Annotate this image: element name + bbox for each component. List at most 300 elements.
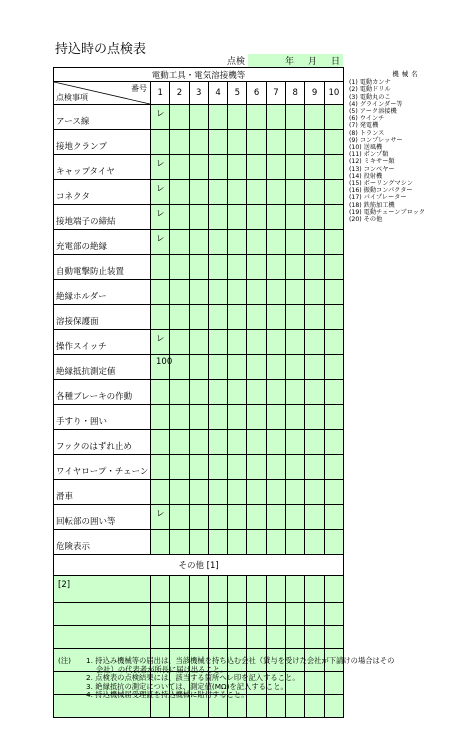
check-cell[interactable] — [170, 626, 189, 649]
column-number: 5 — [228, 82, 247, 105]
check-cell[interactable] — [286, 155, 305, 180]
check-cell[interactable] — [170, 380, 189, 405]
machine-list-item: (9) コンプレッサー — [349, 136, 403, 144]
inspection-item-label: 操作スイッチ — [54, 330, 151, 355]
check-cell[interactable]: レ — [151, 330, 170, 355]
check-cell[interactable] — [247, 505, 266, 530]
table-row — [54, 455, 344, 480]
check-cell[interactable] — [305, 230, 324, 255]
machine-list-item: (10) 送風機 — [349, 144, 383, 152]
table-row — [54, 205, 344, 230]
check-cell[interactable] — [189, 155, 208, 180]
inspection-item-label: アース線 — [54, 105, 151, 130]
check-cell[interactable] — [247, 130, 266, 155]
check-cell[interactable] — [286, 480, 305, 505]
check-cell[interactable] — [286, 230, 305, 255]
check-cell[interactable] — [151, 626, 170, 649]
check-cell[interactable] — [208, 505, 227, 530]
check-cell[interactable] — [170, 530, 189, 555]
day-label: 日 — [330, 57, 340, 67]
inspection-item-label: 充電部の絶縁 — [54, 230, 151, 255]
machine-list-item: (2) 電動ドリル — [349, 86, 391, 94]
check-cell[interactable] — [247, 280, 266, 305]
check-cell[interactable] — [324, 230, 343, 255]
table-row — [54, 480, 344, 505]
inspection-item-label: 危険表示 — [54, 530, 151, 555]
check-cell[interactable] — [324, 130, 343, 155]
check-cell[interactable] — [286, 530, 305, 555]
check-cell[interactable] — [228, 530, 247, 555]
note-line: 3. 絶縁抵抗の測定については、測定値(MΩ)を記入すること。 — [86, 681, 288, 691]
check-cell[interactable] — [189, 530, 208, 555]
check-cell[interactable] — [247, 405, 266, 430]
check-cell[interactable] — [247, 255, 266, 280]
check-cell[interactable] — [286, 626, 305, 649]
check-cell[interactable] — [266, 230, 285, 255]
check-cell[interactable] — [286, 430, 305, 455]
check-cell[interactable] — [305, 380, 324, 405]
check-cell[interactable] — [286, 255, 305, 280]
number-label: 番号 — [131, 84, 147, 93]
check-cell[interactable] — [247, 330, 266, 355]
check-cell[interactable] — [286, 603, 305, 626]
check-cell[interactable] — [228, 105, 247, 130]
check-cell[interactable] — [286, 305, 305, 330]
machine-list-item: (19) 電動チェーンブロック — [349, 208, 426, 216]
year-label: 年 — [284, 57, 294, 67]
check-cell[interactable] — [286, 455, 305, 480]
check-cell[interactable] — [286, 280, 305, 305]
machine-list-item: (15) ボーリングマシン — [349, 180, 413, 188]
check-cell[interactable] — [189, 480, 208, 505]
check-cell[interactable] — [208, 430, 227, 455]
item-label: 点検事項 — [56, 93, 88, 102]
column-number: 2 — [170, 82, 189, 105]
check-cell[interactable] — [266, 305, 285, 330]
column-number: 4 — [208, 82, 227, 105]
check-cell[interactable] — [305, 180, 324, 205]
check-cell[interactable] — [170, 355, 189, 380]
notes-prefix: (注) — [58, 656, 71, 665]
inspection-item-label: キャップタイヤ — [54, 155, 151, 180]
check-cell[interactable] — [324, 603, 343, 626]
check-cell[interactable] — [228, 380, 247, 405]
check-cell[interactable] — [151, 455, 170, 480]
inspection-item-label: 接地クランプ — [54, 130, 151, 155]
check-cell[interactable] — [305, 305, 324, 330]
check-cell[interactable] — [286, 576, 305, 603]
machine-list-item: (20) その他 — [349, 216, 383, 224]
table-row — [54, 355, 344, 380]
check-cell[interactable] — [170, 105, 189, 130]
check-cell[interactable] — [170, 576, 189, 603]
check-cell[interactable] — [324, 205, 343, 230]
check-cell[interactable] — [228, 430, 247, 455]
column-number: 1 — [151, 82, 170, 105]
column-number: 9 — [305, 82, 324, 105]
check-cell[interactable] — [324, 355, 343, 380]
check-cell[interactable] — [305, 455, 324, 480]
check-cell[interactable] — [228, 480, 247, 505]
machine-list-item: (11) ポンプ類 — [349, 151, 389, 159]
check-cell[interactable] — [305, 255, 324, 280]
check-cell[interactable] — [305, 603, 324, 626]
check-cell[interactable] — [247, 380, 266, 405]
check-cell[interactable] — [228, 255, 247, 280]
machine-list-item: (6) ウインチ — [349, 115, 385, 123]
check-cell[interactable] — [151, 380, 170, 405]
check-cell[interactable] — [266, 576, 285, 603]
check-cell[interactable]: レ — [151, 205, 170, 230]
check-cell[interactable] — [266, 380, 285, 405]
check-cell[interactable] — [208, 330, 227, 355]
check-cell[interactable] — [247, 455, 266, 480]
other-row — [54, 626, 344, 649]
check-cell[interactable] — [266, 280, 285, 305]
check-cell[interactable] — [266, 480, 285, 505]
check-cell[interactable] — [305, 330, 324, 355]
notes — [58, 657, 418, 700]
check-cell[interactable] — [170, 330, 189, 355]
check-cell[interactable] — [305, 105, 324, 130]
inspection-item-label: 絶縁抵抗測定値 — [54, 355, 151, 380]
check-cell[interactable] — [189, 380, 208, 405]
check-cell[interactable] — [305, 430, 324, 455]
check-cell[interactable] — [189, 205, 208, 230]
table-row — [54, 530, 344, 555]
check-cell[interactable] — [189, 603, 208, 626]
note-line: 1. 持込み機械等の届出は、当該機械を持ち込む会社（貸与を受けた会社が下請けの場合はその — [86, 656, 395, 665]
inspection-item-label: 各種ブレーキの作動 — [54, 380, 151, 405]
check-cell[interactable]: 100 — [151, 355, 170, 380]
inspection-item-label: 接地端子の締結 — [54, 205, 151, 230]
check-cell[interactable] — [151, 130, 170, 155]
check-cell[interactable] — [208, 230, 227, 255]
other-item-cell[interactable] — [54, 603, 151, 626]
check-cell[interactable] — [208, 405, 227, 430]
check-cell[interactable] — [324, 626, 343, 649]
check-cell[interactable] — [208, 155, 227, 180]
check-cell[interactable] — [170, 430, 189, 455]
check-cell[interactable] — [208, 255, 227, 280]
check-cell[interactable] — [266, 180, 285, 205]
check-cell[interactable] — [170, 155, 189, 180]
check-cell[interactable] — [189, 305, 208, 330]
check-cell[interactable] — [208, 305, 227, 330]
check-cell[interactable] — [324, 576, 343, 603]
table-row — [54, 105, 344, 130]
check-cell[interactable] — [228, 230, 247, 255]
check-cell[interactable] — [189, 280, 208, 305]
check-cell[interactable] — [208, 105, 227, 130]
check-cell[interactable] — [286, 130, 305, 155]
check-cell[interactable] — [228, 130, 247, 155]
check-cell[interactable] — [208, 576, 227, 603]
check-cell[interactable] — [324, 155, 343, 180]
check-cell[interactable] — [324, 405, 343, 430]
inspection-item-label: 自動電撃防止装置 — [54, 255, 151, 280]
check-cell[interactable] — [189, 430, 208, 455]
check-cell[interactable] — [324, 330, 343, 355]
check-cell[interactable] — [324, 305, 343, 330]
check-cell[interactable] — [228, 305, 247, 330]
check-cell[interactable] — [324, 530, 343, 555]
check-cell[interactable] — [170, 505, 189, 530]
check-cell[interactable] — [228, 355, 247, 380]
table-row — [54, 380, 344, 405]
check-cell[interactable] — [208, 180, 227, 205]
check-cell[interactable] — [266, 155, 285, 180]
check-cell[interactable] — [208, 626, 227, 649]
check-cell[interactable] — [324, 480, 343, 505]
check-cell[interactable] — [151, 576, 170, 603]
check-cell[interactable] — [228, 455, 247, 480]
column-number: 6 — [247, 82, 266, 105]
check-cell[interactable] — [305, 576, 324, 603]
check-cell[interactable] — [247, 105, 266, 130]
table-row — [54, 230, 344, 255]
check-cell[interactable] — [228, 505, 247, 530]
check-cell[interactable] — [305, 505, 324, 530]
check-cell[interactable] — [286, 505, 305, 530]
check-cell[interactable]: レ — [151, 230, 170, 255]
check-cell[interactable] — [228, 205, 247, 230]
inspection-item-label: 溶接保護面 — [54, 305, 151, 330]
check-cell[interactable] — [208, 480, 227, 505]
check-cell[interactable] — [286, 330, 305, 355]
machine-list-item: (17) パイプレーター — [349, 194, 407, 202]
check-cell[interactable] — [170, 180, 189, 205]
check-cell[interactable] — [247, 355, 266, 380]
check-cell[interactable] — [266, 626, 285, 649]
check-cell[interactable] — [305, 155, 324, 180]
check-cell[interactable] — [286, 380, 305, 405]
check-cell[interactable] — [266, 205, 285, 230]
check-cell[interactable] — [170, 130, 189, 155]
table-row — [54, 430, 344, 455]
check-cell[interactable] — [247, 480, 266, 505]
check-cell[interactable]: レ — [151, 155, 170, 180]
check-cell[interactable] — [324, 455, 343, 480]
check-cell[interactable] — [228, 626, 247, 649]
check-cell[interactable] — [247, 430, 266, 455]
inspection-item-label: 手すり・囲い — [54, 405, 151, 430]
check-cell[interactable] — [189, 626, 208, 649]
check-cell[interactable] — [324, 280, 343, 305]
check-cell[interactable] — [151, 480, 170, 505]
check-cell[interactable] — [247, 626, 266, 649]
check-cell[interactable] — [324, 255, 343, 280]
check-cell[interactable] — [305, 405, 324, 430]
machine-list-item: (12) ミキサー類 — [349, 158, 395, 166]
table-row — [54, 305, 344, 330]
check-cell[interactable] — [305, 280, 324, 305]
check-cell[interactable] — [170, 205, 189, 230]
check-cell[interactable] — [189, 330, 208, 355]
check-cell[interactable] — [305, 530, 324, 555]
inspection-item-label: コネクタ — [54, 180, 151, 205]
check-cell[interactable] — [208, 205, 227, 230]
check-cell[interactable] — [266, 603, 285, 626]
check-cell[interactable] — [189, 230, 208, 255]
inspection-item-label: 滑車 — [54, 480, 151, 505]
check-cell[interactable] — [286, 180, 305, 205]
check-cell[interactable] — [170, 405, 189, 430]
table-row — [54, 255, 344, 280]
note-line: 会社）の代表者が所長に届け出ること。 — [96, 664, 228, 674]
check-cell[interactable] — [247, 576, 266, 603]
check-cell[interactable] — [151, 305, 170, 330]
inspection-date-row — [150, 54, 343, 67]
check-cell[interactable] — [247, 230, 266, 255]
check-cell[interactable] — [151, 530, 170, 555]
check-cell[interactable] — [305, 355, 324, 380]
check-cell[interactable] — [189, 505, 208, 530]
inspection-item-label: 回転部の囲い等 — [54, 505, 151, 530]
check-cell[interactable] — [151, 430, 170, 455]
check-cell[interactable] — [228, 603, 247, 626]
inspection-label: 点検 — [226, 57, 245, 67]
check-cell[interactable] — [170, 305, 189, 330]
check-cell[interactable] — [286, 405, 305, 430]
check-cell[interactable] — [228, 405, 247, 430]
inspection-table — [53, 67, 344, 718]
check-cell[interactable] — [208, 280, 227, 305]
check-cell[interactable] — [189, 105, 208, 130]
check-cell[interactable] — [228, 155, 247, 180]
check-cell[interactable] — [170, 280, 189, 305]
check-cell[interactable] — [324, 505, 343, 530]
check-cell[interactable] — [151, 255, 170, 280]
check-cell[interactable] — [151, 280, 170, 305]
other-header: その他 [1] — [54, 555, 344, 576]
check-cell[interactable] — [324, 430, 343, 455]
inspection-item-label: フックのはずれ止め — [54, 430, 151, 455]
column-number: 7 — [266, 82, 285, 105]
check-cell[interactable] — [247, 530, 266, 555]
machine-list-item: (3) 電動丸のこ — [349, 93, 391, 101]
check-cell[interactable] — [266, 505, 285, 530]
check-cell[interactable] — [208, 603, 227, 626]
check-cell[interactable] — [170, 455, 189, 480]
check-cell[interactable]: レ — [151, 105, 170, 130]
check-cell[interactable] — [305, 626, 324, 649]
machine-list-item: (4) グラインダー等 — [349, 100, 403, 108]
check-cell[interactable] — [266, 330, 285, 355]
check-cell[interactable] — [266, 455, 285, 480]
check-cell[interactable] — [189, 405, 208, 430]
check-cell[interactable] — [208, 530, 227, 555]
table-row — [54, 505, 344, 530]
check-cell[interactable] — [266, 130, 285, 155]
check-cell[interactable] — [208, 455, 227, 480]
check-cell[interactable] — [189, 455, 208, 480]
date-field[interactable] — [248, 54, 343, 67]
column-number: 8 — [286, 82, 305, 105]
diagonal-header-cell — [54, 82, 151, 105]
check-cell[interactable] — [208, 130, 227, 155]
check-cell[interactable]: レ — [151, 505, 170, 530]
machine-list-item: (16) 振動コンパクター — [349, 187, 413, 195]
inspection-item-label: ワイヤロープ・チェーン — [54, 455, 151, 480]
check-cell[interactable] — [305, 130, 324, 155]
check-cell[interactable] — [247, 180, 266, 205]
machine-list-item: (13) コンベヤー — [349, 165, 395, 173]
check-cell[interactable] — [170, 255, 189, 280]
check-cell[interactable] — [305, 480, 324, 505]
check-cell[interactable] — [208, 355, 227, 380]
other-row — [54, 603, 344, 626]
machine-list-item: (18) 鉄筋加工機 — [349, 201, 395, 209]
check-cell[interactable] — [266, 255, 285, 280]
note-line: 2. 点検表の点検結果には、該当する箇所へレ印を記入すること。 — [86, 673, 300, 683]
check-cell[interactable] — [189, 576, 208, 603]
check-cell[interactable] — [189, 180, 208, 205]
check-cell[interactable] — [247, 205, 266, 230]
check-cell[interactable] — [228, 180, 247, 205]
check-cell[interactable] — [170, 230, 189, 255]
month-label: 月 — [307, 57, 317, 67]
check-cell[interactable] — [286, 355, 305, 380]
check-cell[interactable] — [228, 576, 247, 603]
check-cell[interactable] — [324, 380, 343, 405]
check-cell[interactable] — [189, 130, 208, 155]
other-item-cell[interactable]: [2] — [54, 576, 151, 603]
column-number: 10 — [324, 82, 343, 105]
other-row — [54, 576, 344, 603]
machine-list-item: (8) トランス — [349, 129, 385, 137]
check-cell[interactable] — [247, 155, 266, 180]
check-cell[interactable] — [305, 205, 324, 230]
column-number: 3 — [189, 82, 208, 105]
table-row — [54, 155, 344, 180]
machine-list — [349, 71, 464, 223]
table-row — [54, 330, 344, 355]
check-cell[interactable] — [247, 603, 266, 626]
check-cell[interactable] — [324, 180, 343, 205]
check-cell[interactable] — [228, 330, 247, 355]
check-cell[interactable] — [189, 355, 208, 380]
machine-list-header: 機械名 — [392, 70, 421, 78]
check-cell[interactable] — [266, 430, 285, 455]
check-cell[interactable]: レ — [151, 180, 170, 205]
table-row — [54, 130, 344, 155]
page-title: 持込時の点検表 — [55, 42, 147, 57]
check-cell[interactable] — [228, 280, 247, 305]
check-cell[interactable] — [266, 355, 285, 380]
check-cell[interactable] — [170, 603, 189, 626]
other-item-cell[interactable] — [54, 626, 151, 649]
check-cell[interactable] — [266, 405, 285, 430]
check-cell[interactable] — [247, 305, 266, 330]
check-cell[interactable] — [266, 530, 285, 555]
machine-list-item: (7) 発電機 — [349, 122, 379, 130]
equipment-header: 電動工具・電気溶接機等 — [54, 68, 344, 82]
machine-list-item: (1) 電動カンナ — [349, 79, 391, 87]
machine-list-item: (5) アーク溶接機 — [349, 108, 397, 116]
check-cell[interactable] — [151, 405, 170, 430]
machine-list-item: (14) 投射機 — [349, 172, 383, 180]
note-line: 4. 持込機械届受理証を持込機械に貼付すること。 — [86, 690, 249, 700]
check-cell[interactable] — [286, 105, 305, 130]
check-cell[interactable] — [324, 105, 343, 130]
check-cell[interactable] — [266, 105, 285, 130]
check-cell[interactable] — [189, 255, 208, 280]
check-cell[interactable] — [151, 603, 170, 626]
check-cell[interactable] — [208, 380, 227, 405]
check-cell[interactable] — [170, 480, 189, 505]
check-cell[interactable] — [286, 205, 305, 230]
